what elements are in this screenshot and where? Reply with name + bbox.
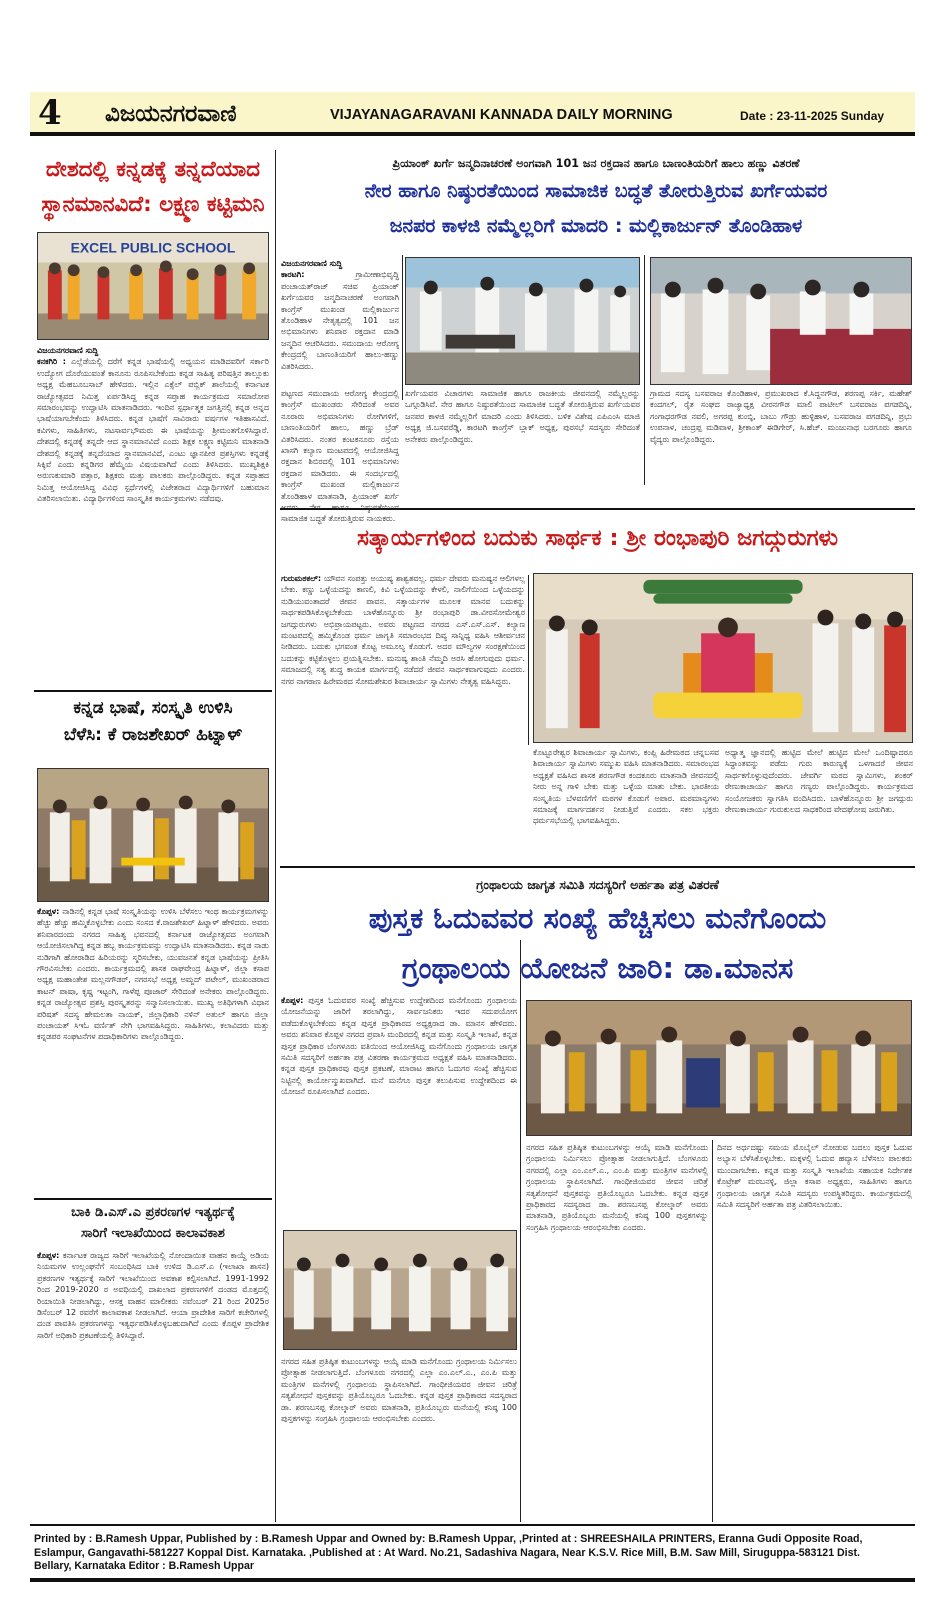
arrears-headline-line1: ಬಾಕಿ ಡಿ.ಎಸ್.ಎ ಪ್ರಕರಣಗಳ ಇತ್ಯರ್ಥಕ್ಕೆ xyxy=(71,1205,235,1220)
swamiji-felicitation-photo xyxy=(533,573,913,743)
library-group-photo xyxy=(283,1230,517,1350)
library-intro-text: ಪುಸ್ತಕ ಓದುವವರ ಸಂಖ್ಯೆ ಹೆಚ್ಚಿಸುವ ಉದ್ದೇಶದಿಂದ ಮನೆಗೊಂದು ಗ್ರಂಥಾಲಯ ಯೋಜನೆಯನ್ನು ಜಾರಿಗೆ ತರಲಾಗಿದ್ದು, ಸಾರ್ವಜನಿಕರು ಇದರ ಸದುಪಯೋಗ ಪಡೆದುಕೊಳ್ಳಬೇಕೆಂದು ಕನ್ನಡ ಪುಸ್ತಕ ಪ್ರಾಧಿಕಾರದ ಅಧ್ಯಕ್ಷರಾದ ಡಾ. ಮಾನಸ ಹೇಳಿದರು. ಅವರು ಶನಿವಾರ ಕೊಪ್ಪಳ ನಗರದ ಪ್ರವಾಸಿ ಮಂದಿರದಲ್ಲಿ ಕನ್ನಡ ಮತ್ತು ಸಂಸ್ಕೃತಿ ಇಲಾಖೆ, ಕನ್ನಡ ಪುಸ್ತಕ ಪ್ರಾಧಿಕಾರ ಬೆಂಗಳೂರು ವತಿಯಿಂದ ಆಯೋಜಿಸಿದ್ದ ಮನೆಗೊಂದು ಗ್ರಂಥಾಲಯ ಜಾಗೃತ ಸಮಿತಿ ಸದಸ್ಯರಿಗೆ ಅರ್ಹತಾ ಪತ್ರ ವಿತರಣಾ ಕಾರ್ಯಕ್ರಮದ ಅಧ್ಯಕ್ಷತೆ ವಹಿಸಿ ಮಾತನಾಡಿದರು. ಕನ್ನಡ ಪುಸ್ತಕ ಪ್ರಾಧಿಕಾರವು ಪುಸ್ತಕ ಪ್ರಕಟಣೆ, ಮಾರಾಟ ಹಾಗೂ ಓದುಗರ ಸಂಖ್ಯೆ ಹೆಚ್ಚಿಸುವ ನಿಟ್ಟಿನಲ್ಲಿ ಕಾರ್ಯೋನ್ಮುಖವಾಗಿದೆ. ಮನೆ ಮನೆಗೂ ಪುಸ್ತಕ ತಲುಪಿಸುವ ಉದ್ದೇಶದಿಂದ ಈ ಯೋಜನೆ ರೂಪಿಸಲಾಗಿದೆ ಎಂದರು. xyxy=(281,996,517,1097)
school-stage-photo xyxy=(37,232,269,340)
rambhapuri-col3: ಅಧ್ಯಾತ್ಮ ಜ್ಞಾನದಲ್ಲಿ ಹುಟ್ಟಿದ ಮೇಲೆ ಹುಟ್ಟಿದ ಮೇಲೆ ಒಂದಿಷ್ಟಾದರೂ ಸಿದ್ಧಾಂತವನ್ನು ಪಡೆದು ಗುರು ಕಾರುಣ್ಯಕ್ಕೆ ಒಳಗಾದರೆ ಜೀವನ ಸಾರ್ಥಕಗೊಳ್ಳುವುದೆಂದರು. ಜೇವರ್ಗಿ ಮಠದ ಸ್ವಾಮಿಗಳು, ಶಂಕರ್ ರೇಣುಕಾಚಾರ್ಯ ಹಾಗೂ ಗಣ್ಯರು ಪಾಲ್ಗೊಂಡಿದ್ದರು. ಕಾರ್ಯಕ್ರಮದ ಸಂಯೋಜಕರು ಸ್ವಾಗತಿಸಿ ವಂದಿಸಿದರು. ಬಾಳೆಹೊನ್ನೂರು ಶ್ರೀ ಜಗದ್ಗುರು ರೇಣುಕಾಚಾರ್ಯ ಗುರುಕುಲದ ಸಾಧಕರಿಂದ ವೇದಘೋಷ ಜರುಗಿತು. xyxy=(725,748,913,815)
lakshmana-body xyxy=(37,345,269,685)
rajashekhar-dateline: ಕೊಪ್ಪಳ: xyxy=(37,907,60,916)
kharge-kicker: ಪ್ರಿಯಾಂಕ್ ಖರ್ಗೆ ಜನ್ಮದಿನಾಚರಣೆ ಅಂಗವಾಗಿ 101 ಜನ ರಕ್ತದಾನ ಹಾಗೂ ಬಾಣಂತಿಯರಿಗೆ ಹಾಲು ಹಣ್ಣು ವಿತರಣೆ xyxy=(392,157,800,170)
rambhapuri-col1-text: ಯೌವನ ಸಂಪತ್ತು ಅಯುಷ್ಯ ಶಾಶ್ವತವಲ್ಲ. ಧರ್ಮ ದೇವರು ಮನುಷ್ಯನ ಆಲಿಗಳಲ್ಲ ಬೇಕು. ಕಣ್ಣು ಒಳ್ಳೆಯದನ್ನು ಕಾಣಲಿ, ಕಿವಿ ಒಳ್ಳೆಯದನ್ನು ಕೇಳಲಿ, ನಾಲಿಗೆಯಿಂದ ಒಳ್ಳೆಯದನ್ನು ನುಡಿಯುವಂತಾದರೆ ಜೀವನ ಪಾವನ. ಸತ್ಕಾರ್ಯಗಳ ಮೂಲಕ ಮಾನವ ಬದುಕನ್ನು ಸಾರ್ಥಕಪಡಿಸಿಕೊಳ್ಳಬೇಕೆಂದು ಬಾಳೆಹೊನ್ನೂರು ಶ್ರೀ ರಂಭಾಪುರಿ ಡಾ.ವೀರಸೋಮೇಶ್ವರ ಜಗದ್ಗುರುಗಳು ಅಭಿಪ್ರಾಯಪಟ್ಟರು. ಅವರು ಪಟ್ಟಣದ ನಗರದ ಎಸ್.ಎಸ್.ಎಸ್. ಕಲ್ಯಾಣ ಮಂಟಪದಲ್ಲಿ ಹಮ್ಮಿಕೊಂಡ ಧರ್ಮ ಜಾಗೃತಿ ಸಮಾರಂಭದ ದಿವ್ಯ ಸಾನ್ನಿಧ್ಯ ವಹಿಸಿ ಆಶೀರ್ವಚನ ನೀಡಿದರು. ಬದುಕು ಭಗವಂತ ಕೊಟ್ಟ ಅಮೂಲ್ಯ ಕೊಡುಗೆ. ಅದರ ಮೌಲ್ಯಗಳ ಸಂರಕ್ಷಣೆಯಿಂದ ಬದುಕನ್ನು ಕಟ್ಟಿಕೊಳ್ಳಲು ಪ್ರಯತ್ನಿಸಬೇಕು. ಮನುಷ್ಯ ಶಾಂತಿ ನೆಮ್ಮದಿ ಅರಸಿ ಹೋಗುವುದು ಧರ್ಮ. ಸಮಾಜದಲ್ಲಿ ಸತ್ಯ ಶುದ್ಧ ಕಾಯಕ ಮಾರ್ಗದಲ್ಲಿ ನಡೆದರೆ ಜೀವನ ಸಾರ್ಥಕವಾಗುವುದು ಎಂದರು. ನಗರ ನಾಗಠಾಣ ಹಿರೇಮಠದ ಸೋಮಶೇಖರ ಶಿವಾಚಾರ್ಯ ಸ್ವಾಮಿಗಳು ನೇತೃತ್ವ ವಹಿಸಿದ್ದರು. xyxy=(281,574,525,686)
lakshmana-dateline: ಕನಕಗಿರಿ : xyxy=(37,357,66,367)
rajashekhar-body xyxy=(37,906,269,1194)
imprint-top-rule xyxy=(30,1524,915,1526)
rambhapuri-col2: ಕೊಟ್ಟೂರೇಶ್ವರ ಶಿವಾಚಾರ್ಯ ಸ್ವಾಮಿಗಳು, ಕಂಪ್ಲಿ ಹಿರೇಮಠದ ಚನ್ನಬಸವ ಶಿವಾಚಾರ್ಯ ಸ್ವಾಮಿಗಳು ಸಮ್ಮುಖ ವಹಿಸಿ ಮಾತನಾಡಿದರು. ಸಮಾರಂಭದ ಅಧ್ಯಕ್ಷತೆ ವಹಿಸಿದ ಶಾಸಕ ಶರಣಗೌಡ ಕಂದಕೂರು ಮಾತನಾಡಿ ಜೀವನದಲ್ಲಿ ನೀರು ಅನ್ನ ಗಾಳಿ ಬೇಕು ಮತ್ತು ಒಳ್ಳೆಯ ಮಾತು ಬೇಕು. ಭಾರತೀಯ ಸಂಸ್ಕೃತಿಯ ಬೆಳವಣಿಗೆಗೆ ಮಠಗಳ ಕೊಡುಗೆ ಅಪಾರ. ಮಠಮಾನ್ಯಗಳು ಸಮಾಜಕ್ಕೆ ಮಾರ್ಗದರ್ಶನ ನೀಡುತ್ತಿವೆ ಎಂದರು. ಸಕಲ ಭಕ್ತರು ಧರ್ಮಸಭೆಯಲ್ಲಿ ಭಾಗವಹಿಸಿದ್ದರು. xyxy=(533,748,719,826)
kharge-byline: ವಿಜಯನಗರವಾಣಿ ಸುದ್ದಿ xyxy=(281,259,343,268)
kharge-col3: ಗ್ರಾಮದ ಸದಸ್ಯ ಬಸವರಾಜ ಕೊಂಡಿಹಾಳ, ಪ್ರಮುಖರಾದ ಕೆ.ಸಿದ್ದನಗೌಡ, ಶರಣಪ್ಪ ಸರ್ಕಿ, ಮಹೇಶ್ ಕಂದಗಲ್, ರೈತ ಸಂಘದ ರಾಜ್ಯಾಧ್ಯಕ್ಷ ವೀರನಗೌಡ ಮಾಲಿ ಪಾಟೀಲ್ ಬಸವರಾಜ ಪಗಡದಿನ್ನಿ, ಗಂಗಾಧರಗೌಡ ನವಲಿ, ಅಗರಪ್ಪ ಕುಂಬ್ಳಿ, ಬಾಬು ಗೌಡ್ರು ಹುಳ್ಳಿಹಾಳ, ಬಸವರಾಜ ಪಗಡದಿನ್ನಿ, ಪ್ರಭು ಉಪನಾಳ, ಚಂದ್ರಪ್ಪ ಮಡಿವಾಳ, ಶ್ರೀಕಾಂತ್ ಈಡಿಗೇರ್, ಸಿ.ಹೆಚ್. ಮಂಜುನಾಥ ಬರಗೂರು ಹಾಗೂ ವೈದ್ಯರು ಪಾಲ್ಗೊಂಡಿದ್ದರು. xyxy=(650,389,912,444)
library-dateline: ಕೊಪ್ಪಳ: xyxy=(281,996,304,1005)
issue-date: Date : 23-11-2025 Sunday xyxy=(740,109,885,123)
rambhapuri-col1 xyxy=(281,573,525,863)
imprint-bottom-rule xyxy=(30,1578,915,1582)
arrears-headline-line2: ಸಾರಿಗೆ ಇಲಾಖೆಯಿಂದ ಕಾಲಾವಕಾಶ xyxy=(81,1226,225,1241)
imprint-line1: Printed by : B.Ramesh Uppar, Published by : B.Ramesh Uppar and Owned by: B.Ramesh Uppar, ,Printed at : SHREESHAILA PRINTERS, Eranna Gudi Opposite Road, xyxy=(34,1533,863,1545)
rambhapuri-headline: ಸತ್ಕಾರ್ಯಗಳಿಂದ ಬದುಕು ಸಾರ್ಥಕ : ಶ್ರೀ ರಂಭಾಪುರಿ ಜಗದ್ಗುರುಗಳು xyxy=(356,525,839,551)
column-divider-library xyxy=(520,940,521,1522)
imprint-line2: Eslampur, Gangavathi-581227 Koppal Dist. Karnataka. ,Published at : At Ward. No.21, Sadashiva Nagara, Near K.S.V. Rice Mill, B.M. Saw Mill, Siruguppa-583121 Dist. xyxy=(34,1546,860,1559)
paper-name: ವಿಜಯನಗರವಾಣಿ xyxy=(105,101,237,127)
library-intro xyxy=(281,995,517,1223)
school-banner-text: EXCEL PUBLIC SCHOOL xyxy=(70,239,236,256)
imprint-line3: Bellary, Karnataka Editor : B.Ramesh Uppar xyxy=(34,1560,254,1573)
column-divider-rambhapuri xyxy=(528,575,529,745)
library-headline-line2: ಗ್ರಂಥಾಲಯ ಯೋಜನೆ ಜಾರಿ: ಡಾ.ಮಾನಸ xyxy=(401,951,794,985)
kharge-intro-text: ಗ್ರಾಮೀಣಾಭಿವೃದ್ಧಿ ಪಂಚಾಯತ್‌ರಾಜ್ ಸಚಿವ ಪ್ರಿಯಾಂಕ್ ಖರ್ಗೆಯವರ ಜನ್ಮದಿನಾಚರಣೆ ಅಂಗವಾಗಿ ಕಾಂಗ್ರೆಸ್ ಮುಖಂಡ ಮಲ್ಲಿಕಾರ್ಜುನ ತೊಂಡಿಹಾಳ ನೇತೃತ್ವದಲ್ಲಿ 101 ಜನ ಅಭಿಮಾನಿಗಳು ಶನಿವಾರ ರಕ್ತದಾನ ಮಾಡಿ ಜನ್ಮದಿನ ಆಚರಿಸಿದರು. ಸಮುದಾಯ ಆರೋಗ್ಯ ಕೇಂದ್ರದಲ್ಲಿ ಬಾಣಂತಿಯರಿಗೆ ಹಾಲು-ಹಣ್ಣು ವಿತರಿಸಿದರು. xyxy=(281,270,399,371)
library-col-mid: ನಗರದ ಸಹಿತ ಪ್ರತಿಷ್ಠಿತ ಕುಟುಂಬಗಳನ್ನು ಆಯ್ಕೆ ಮಾಡಿ ಮನೆಗೊಂದು ಗ್ರಂಥಾಲಯ ನಿರ್ಮಿಸಲು ಪ್ರೋತ್ಸಾಹ ನೀಡಲಾಗುತ್ತಿದೆ. ಬೆಂಗಳೂರು ನಗರದಲ್ಲಿ ಎಲ್ಲಾ ಎಂ.ಎಲ್.ಎ., ಎಂ.ಪಿ ಮತ್ತು ಮಂತ್ರಿಗಳ ಮನೆಗಳಲ್ಲಿ ಗ್ರಂಥಾಲಯ ಸ್ಥಾಪಿಸಲಾಗಿದೆ. ಗಾಂಧೀಜಿಯವರ ಜೀವನ ಚರಿತ್ರೆ ಸತ್ಯಶೋಧನೆ ಪುಸ್ತಕವನ್ನು ಪ್ರತಿಯೊಬ್ಬರೂ ಓದಬೇಕು. ಕನ್ನಡ ಪುಸ್ತಕ ಪ್ರಾಧಿಕಾರದ ಸದಸ್ಯರಾದ ಡಾ. ಶರಣಬಸಪ್ಪ ಕೋಲ್ಕಾರ್ ಅವರು ಮಾತನಾಡಿ, ಪ್ರತಿಯೊಬ್ಬರು ಮನೆಯಲ್ಲಿ ಕನಿಷ್ಠ 100 ಪುಸ್ತಕಗಳನ್ನು ಸಂಗ್ರಹಿಸಿ ಗ್ರಂಥಾಲಯ ಆರಂಭಿಸಬೇಕು ಎಂದರು. xyxy=(526,1143,708,1232)
column-divider-library-right xyxy=(712,1140,713,1522)
kharge-headline-line1: ನೇರ ಹಾಗೂ ನಿಷ್ಠುರತೆಯಿಂದ ಸಾಮಾಜಿಕ ಬದ್ಧತೆ ತೋರುತ್ತಿರುವ ಖರ್ಗೆಯವರ xyxy=(364,180,828,202)
print-imprint xyxy=(34,1533,914,1577)
paper-subtitle: VIJAYANAGARAVANI KANNADA DAILY MORNING xyxy=(330,107,673,123)
kharge-headline-line2: ಜನಪರ ಕಾಳಜಿ ನಮ್ಮೆಲ್ಲರಿಗೆ ಮಾದರಿ : ಮಲ್ಲಿಕಾರ್ಜುನ್ ತೊಂಡಿಹಾಳ xyxy=(389,215,803,237)
lakshmana-headline-line1: ದೇಶದಲ್ಲಿ ಕನ್ನಡಕ್ಕೆ ತನ್ನದೆಯಾದ xyxy=(45,157,261,182)
arrears-dateline: ಕೊಪ್ಪಳ: xyxy=(37,1251,60,1260)
section-rule-rajashekhar xyxy=(34,690,272,692)
kharge-dateline: ಕಾರಟಗಿ: xyxy=(281,270,305,280)
rajashekhar-body-text: ನಾಡಿನಲ್ಲಿ ಕನ್ನಡ ಭಾಷೆ ಸಂಸ್ಕೃತಿಯನ್ನು ಉಳಿಸಿ ಬೆಳೆಸಲು ಇಂಥ ಕಾರ್ಯಕ್ರಮಗಳನ್ನು ಹೆಚ್ಚು ಹೆಚ್ಚು ಹಮ್ಮಿಕೊಳ್ಳಬೇಕು ಎಂದು ಸಂಸದ ಕೆ.ರಾಜಶೇಖರ್ ಹಿಟ್ನಾಳ್ ಹೇಳಿದರು. ಅವರು ಶನಿವಾರದಂದು ನಗರದ ಸಾಹಿತ್ಯ ಭವನದಲ್ಲಿ ಕರ್ನಾಟಕ ರಾಜ್ಯೋತ್ಸವದ ಅಂಗವಾಗಿ ಆಯೋಜಿಸಲಾಗಿದ್ದ ಕನ್ನಡ ಹಬ್ಬ ಕಾರ್ಯಕ್ರಮವನ್ನು ಉದ್ಘಾಟಿಸಿ ಮಾತನಾಡಿದರು. ಕನ್ನಡ ನಾಡು ನುಡಿಗಾಗಿ ಹೋರಾಡಿದ ಹಿರಿಯರನ್ನು ಸ್ಮರಿಸಬೇಕು, ಯುವಜನತೆ ಕನ್ನಡ ಭಾಷೆಯನ್ನು ಪ್ರೀತಿಸಿ ಗೌರವಿಸಬೇಕು ಎಂದರು. ಕಾರ್ಯಕ್ರಮದಲ್ಲಿ ಶಾಸಕ ರಾಘವೇಂದ್ರ ಹಿಟ್ನಾಳ್, ಜಿಲ್ಲಾ ಕಸಾಪ ಅಧ್ಯಕ್ಷ ಮಹಾಂತೇಶ ಮಲ್ಲನಗೌಡರ್, ನಗರಸಭೆ ಅಧ್ಯಕ್ಷ ಅಮ್ಜದ್ ಪಟೇಲ್, ಮುಖಂಡರಾದ ಕಾಟನ್ ಪಾಷಾ, ಕೃಷ್ಣ ಇಟ್ಟಂಗಿ, ಗಾಳೆಪ್ಪ ಪೂಜಾರ್ ಸೇರಿದಂತೆ ಅನೇಕರು ಪಾಲ್ಗೊಂಡಿದ್ದರು. ಕನ್ನಡ ರಾಜ್ಯೋತ್ಸವ ಪ್ರಶಸ್ತಿ ಪುರಸ್ಕೃತರನ್ನು ಸನ್ಮಾನಿಸಲಾಯಿತು. ಮುಖ್ಯ ಅತಿಥಿಗಳಾಗಿ ವಿಧಾನ ಪರಿಷತ್ ಸದಸ್ಯ ಹೇಮಲತಾ ನಾಯಕ್, ಜಿಲ್ಲಾಧಿಕಾರಿ ನಳಿನ್ ಅತುಲ್ ಹಾಗೂ ಜಿಲ್ಲಾ ಪಂಚಾಯತ್ ಸಿಇಓ ವರ್ಣಿತ್ ನೇಗಿ ಭಾಗವಹಿಸಿದ್ದರು. ಸಾಹಿತಿಗಳು, ಕಲಾವಿದರು ಮತ್ತು ಕನ್ನಡಪರ ಸಂಘಟನೆಗಳ ಪದಾಧಿಕಾರಿಗಳು ಪಾಲ್ಗೊಂಡಿದ್ದರು. xyxy=(37,907,269,1042)
library-headline-line1: ಪುಸ್ತಕ ಓದುವವರ ಸಂಖ್ಯೆ ಹೆಚ್ಚಿಸಲು ಮನೆಗೊಂದು xyxy=(368,901,827,935)
rambhapuri-dateline: ಗುರುಮಠಕಲ್: xyxy=(281,574,322,583)
lakshmana-byline: ವಿಜಯನಗರವಾಣಿ ಸುದ್ದಿ xyxy=(37,346,99,355)
kharge-col1: ಪಟ್ಟಣದ ಸಮುದಾಯ ಆರೋಗ್ಯ ಕೇಂದ್ರದಲ್ಲಿ ಕಾಂಗ್ರೆಸ್ ಮುಖಂಡರು ಸೇರಿದಂತೆ ಅವರ ನೂರಾರು ಅಭಿಮಾನಿಗಳು ರೋಗಿಗಳಿಗೆ, ಬಾಣಂತಿಯರಿಗೆ ಹಾಲು, ಹಣ್ಣು ಬ್ರೆಡ್ ವಿತರಿಸಿದರು. ನಂತರ ಕಂಟಕನೂರು ರಸ್ತೆಯ ಖಾಸಗಿ ಕಲ್ಯಾಣ ಮಂಟಪದಲ್ಲಿ ಆಯೋಜಿಸಿದ್ದ ರಕ್ತದಾನ ಶಿಬಿರದಲ್ಲಿ 101 ಅಭಿಮಾನಿಗಳು ರಕ್ತದಾನ ಮಾಡಿದರು. ಈ ಸಂದರ್ಭದಲ್ಲಿ ಕಾಂಗ್ರೆಸ್ ಮುಖಂಡ ಮಲ್ಲಿಕಾರ್ಜುನ ತೊಂಡಿಹಾಳ ಮಾತನಾಡಿ, ಪ್ರಿಯಾಂಕ್ ಖರ್ಗೆ ಅವರು ನೇರ ಹಾಗೂ ನಿಷ್ಠುರತೆಯಿಂದ ಸಾಮಾಜಿಕ ಬದ್ಧತೆ ತೋರುತ್ತಿರುವ ನಾಯಕರು. xyxy=(281,389,399,524)
lakshmana-headline-line2: ಸ್ಥಾನಮಾನವಿದೆ: ಲಕ್ಷ್ಮಣ ಕಟ್ಟಿಮನಿ xyxy=(41,192,265,217)
lakshmana-body-text: ಎಲ್ಲೆಡೆಯಲ್ಲಿ ದರೆಗೆ ಕನ್ನಡ ಭಾಷೆಯಲ್ಲಿ ಅಧ್ಯಯನ ಮಾಡಿದವರಿಗೆ ಸರ್ಕಾರಿ ಉದ್ಯೋಗ ದೊರೆಯುವಂತೆ ಕಾನೂನು ರೂಪಿಸಬೇಕೆಂದು ಕನ್ನಡ ಸಾಹಿತ್ಯ ಪರಿಷತ್ತಿನ ತಾಲ್ಲೂಕು ಅಧ್ಯಕ್ಷ ಮೆಹಬೂಬಸಾಬ್ ಹೇಳಿದರು. ಇಲ್ಲಿನ ಎಕ್ಸೆಲ್ ಪಬ್ಲಿಕ್ ಶಾಲೆಯಲ್ಲಿ ಕರ್ನಾಟಕ ರಾಜ್ಯೋತ್ಸವದ ನಿಮಿತ್ತ ಏರ್ಪಡಿಸಿದ್ದ ಕನ್ನಡ ಸಪ್ತಾಹ ಕಾರ್ಯಕ್ರಮದ ಸಮಾರೋಪ ಸಮಾರಂಭವನ್ನು ಉದ್ಘಾಟಿಸಿ ಮಾತನಾಡಿದರು. ಇಂದಿನ ಸ್ಪರ್ಧಾತ್ಮಕ ಜಗತ್ತಿನಲ್ಲಿ ಕನ್ನಡ ಅನ್ನದ ಭಾಷೆಯಾಗಬೇಕೆಂದು ತಿಳಿಸಿದರು. ಕನ್ನಡ ಭಾಷೆಗೆ ಸಾವಿರಾರು ವರ್ಷಗಳ ಇತಿಹಾಸವಿದೆ. ಕವಿಗಳು, ಸಾಹಿತಿಗಳು, ನಟಸಾರ್ವಭೌಮರು ಈ ಭಾಷೆಯನ್ನು ಶ್ರೀಮಂತಗೊಳಿಸಿದ್ದಾರೆ. ದೇಶದಲ್ಲಿ ಕನ್ನಡಕ್ಕೆ ತನ್ನದೇ ಆದ ಸ್ಥಾನಮಾನವಿದೆ ಎಂದು ಶಿಕ್ಷಕ ಲಕ್ಷ್ಮಣ ಕಟ್ಟಿಮನಿ ಮಾತನಾಡಿ ದೇಶದಲ್ಲಿ ಕನ್ನಡಕ್ಕೆ ತನ್ನದೆಯಾದ ಸ್ಥಾನಮಾನವಿದೆ, ಎಂಟು ಜ್ಞಾನಪೀಠ ಪ್ರಶಸ್ತಿಗಳು ಕನ್ನಡಕ್ಕೆ ಸಿಕ್ಕಿವೆ ಎಂದು ಕನ್ನಡಿಗರ ಹೆಮ್ಮೆಯ ವಿಷಯವಾಗಿದೆ ಎಂದು ತಿಳಿಸಿದರು. ಮುಖ್ಯಶಿಕ್ಷಕಿ ಅರುಣಕುಮಾರಿ ಪತ್ತಾರ, ಶಿಕ್ಷಕರು ಮತ್ತು ಪಾಲಕರು ಪಾಲ್ಗೊಂಡಿದ್ದರು. ಕನ್ನಡ ಸಪ್ತಾಹದ ನಿಮಿತ್ತ ಆಯೋಜಿಸಿದ್ದ ವಿವಿಧ ಸ್ಪರ್ಧೆಗಳಲ್ಲಿ ವಿಜೇತರಾದ ವಿದ್ಯಾರ್ಥಿಗಳಿಗೆ ಬಹುಮಾನ ವಿತರಿಸಲಾಯಿತು. ವಿದ್ಯಾರ್ಥಿಗಳಿಂದ ಸಾಂಸ್ಕೃತಿಕ ಕಾರ್ಯಕ್ರಮಗಳು ನಡೆದವು. xyxy=(37,357,270,504)
section-rule-library xyxy=(280,866,915,868)
library-kicker: ಗ್ರಂಥಾಲಯ ಜಾಗೃತ ಸಮಿತಿ ಸದಸ್ಯರಿಗೆ ಅರ್ಹತಾ ಪತ್ರ ವಿತರಣೆ xyxy=(476,877,719,892)
fruit-distribution-photo xyxy=(650,257,912,385)
arrears-body-text: ಕರ್ನಾಟಕ ರಾಜ್ಯದ ಸಾರಿಗೆ ಇಲಾಖೆಯಲ್ಲಿ ನೋಂದಾಯಿತ ವಾಹನ ಕಾಯ್ದೆ ಅಡಿಯ ನಿಯಮಗಳ ಉಲ್ಲಂಘನೆಗೆ ಸಂಬಂಧಿಸಿದ ಬಾಕಿ ಉಳಿದ ಡಿ.ಎಸ್.ಎ (ಇಲಾಖಾ ಶಾಸನ) ಪ್ರಕರಣಗಳ ಇತ್ಯರ್ಥಕ್ಕೆ ಸಾರಿಗೆ ಇಲಾಖೆಯಿಂದ ಅವಕಾಶ ಕಲ್ಪಿಸಲಾಗಿದೆ. 1991-1992 ರಿಂದ 2019-2020 ರ ಅವಧಿಯಲ್ಲಿ ದಾಖಲಾದ ಪ್ರಕರಣಗಳಿಗೆ ದಂಡದ ಮೊತ್ತದಲ್ಲಿ ರಿಯಾಯಿತಿ ನೀಡಲಾಗಿದ್ದು, ಆಸಕ್ತ ವಾಹನ ಮಾಲೀಕರು ನವೆಂಬರ್ 21 ರಿಂದ 2025ರ ಡಿಸೆಂಬರ್ 12 ರವರೆಗೆ ಕಾಲಾವಕಾಶ ನೀಡಲಾಗಿದೆ. ಆಯಾ ಪ್ರಾದೇಶಿಕ ಸಾರಿಗೆ ಕಚೇರಿಗಳಲ್ಲಿ ದಂಡ ಪಾವತಿಸಿ ಪ್ರಕರಣಗಳನ್ನು ಇತ್ಯರ್ಥಪಡಿಸಿಕೊಳ್ಳಬಹುದಾಗಿದೆ ಎಂದು ಕೊಪ್ಪಳ ಪ್ರಾದೇಶಿಕ ಸಾರಿಗೆ ಅಧಿಕಾರಿ ಪ್ರಕಟಣೆಯಲ್ಲಿ ತಿಳಿಸಿದ್ದಾರೆ. xyxy=(37,1251,269,1340)
column-divider-kharge-2 xyxy=(644,255,645,485)
rajashekhar-headline-line2: ಬೆಳೆಸಿ: ಕೆ ರಾಜಶೇಖರ್ ಹಿಟ್ನಾಳ್ xyxy=(63,725,243,745)
blood-donation-photo xyxy=(405,257,640,385)
column-divider-kharge-1 xyxy=(402,255,403,400)
column-divider-left xyxy=(275,150,276,1522)
library-event-photo xyxy=(526,1000,912,1136)
library-col-right: ದಿನದ ಅರ್ಧದಷ್ಟು ಸಮಯ ಮೊಬೈಲ್ ನೋಡುವ ಬದಲು ಪುಸ್ತಕ ಓದುವ ಅಭ್ಯಾಸ ಬೆಳೆಸಿಕೊಳ್ಳಬೇಕು. ಮಕ್ಕಳಲ್ಲಿ ಓದುವ ಹವ್ಯಾಸ ಬೆಳೆಸಲು ಪಾಲಕರು ಮುಂದಾಗಬೇಕು. ಕನ್ನಡ ಮತ್ತು ಸಂಸ್ಕೃತಿ ಇಲಾಖೆಯ ಸಹಾಯಕ ನಿರ್ದೇಶಕ ಕೊಟ್ರೇಶ್ ಮರಬನಳ್ಳಿ, ಜಿಲ್ಲಾ ಕಸಾಪ ಅಧ್ಯಕ್ಷರು, ಸಾಹಿತಿಗಳು ಹಾಗೂ ಗ್ರಂಥಾಲಯ ಜಾಗೃತ ಸಮಿತಿ ಸದಸ್ಯರು ಉಪಸ್ಥಿತರಿದ್ದರು. ಕಾರ್ಯಕ್ರಮದಲ್ಲಿ ಸಮಿತಿ ಸದಸ್ಯರಿಗೆ ಅರ್ಹತಾ ಪತ್ರ ವಿತರಿಸಲಾಯಿತು. xyxy=(717,1143,912,1210)
kharge-intro xyxy=(281,258,399,398)
kannada-habba-photo xyxy=(37,768,269,902)
arrears-body xyxy=(37,1250,269,1520)
page-number: 4 xyxy=(38,93,62,133)
library-col-left-bottom: ನಗರದ ಸಹಿತ ಪ್ರತಿಷ್ಠಿತ ಕುಟುಂಬಗಳನ್ನು ಆಯ್ಕೆ ಮಾಡಿ ಮನೆಗೊಂದು ಗ್ರಂಥಾಲಯ ನಿರ್ಮಿಸಲು ಪ್ರೋತ್ಸಾಹ ನೀಡಲಾಗುತ್ತಿದೆ. ಬೆಂಗಳೂರು ನಗರದಲ್ಲಿ ಎಲ್ಲಾ ಎಂ.ಎಲ್.ಎ., ಎಂ.ಪಿ ಮತ್ತು ಮಂತ್ರಿಗಳ ಮನೆಗಳಲ್ಲಿ ಗ್ರಂಥಾಲಯ ಸ್ಥಾಪಿಸಲಾಗಿದೆ. ಗಾಂಧೀಜಿಯವರ ಜೀವನ ಚರಿತ್ರೆ ಸತ್ಯಶೋಧನೆ ಪುಸ್ತಕವನ್ನು ಪ್ರತಿಯೊಬ್ಬರೂ ಓದಬೇಕು. ಕನ್ನಡ ಪುಸ್ತಕ ಪ್ರಾಧಿಕಾರದ ಸದಸ್ಯರಾದ ಡಾ. ಶರಣಬಸಪ್ಪ ಕೋಲ್ಕಾರ್ ಅವರು ಮಾತನಾಡಿ, ಪ್ರತಿಯೊಬ್ಬರು ಮನೆಯಲ್ಲಿ ಕನಿಷ್ಠ 100 ಪುಸ್ತಕಗಳನ್ನು ಸಂಗ್ರಹಿಸಿ ಗ್ರಂಥಾಲಯ ಆರಂಭಿಸಬೇಕು ಎಂದರು. xyxy=(281,1357,517,1424)
section-rule-arrears xyxy=(34,1198,272,1200)
rajashekhar-headline-line1: ಕನ್ನಡ ಭಾಷೆ, ಸಂಸ್ಕೃತಿ ಉಳಿಸಿ xyxy=(73,698,233,718)
kharge-col2: ಖರ್ಗೆಯವರ ವಿಚಾರಗಳು ಸಾಮಾಜಿಕ ಹಾಗೂ ರಾಜಕೀಯ ಜೀವನದಲ್ಲಿ ನಮ್ಮೆಲ್ಲರನ್ನು ಒಗ್ಗೂಡಿಸಿವೆ. ನೇರ ಹಾಗೂ ನಿಷ್ಠುರತೆಯಿಂದ ಸಾಮಾಜಿಕ ಬದ್ಧತೆ ತೋರುತ್ತಿರುವ ಖರ್ಗೆಯವರ ಜನಪರ ಕಾಳಜಿ ನಮ್ಮೆಲ್ಲರಿಗೆ ಮಾದರಿ ಎಂದು ತಿಳಿಸಿದರು. ಬಳಿಕ ವಿಶೇಷ ಎಪಿಎಂಸಿ ಮಾಜಿ ಅಧ್ಯಕ್ಷ ಜಿ.ಬಸವರೆಡ್ಡಿ, ಕಾರಟಗಿ ಕಾಂಗ್ರೆಸ್ ಬ್ಲಾಕ್ ಅಧ್ಯಕ್ಷ, ಪುರಸಭೆ ಸದಸ್ಯರು ಸೇರಿದಂತೆ ಅನೇಕರು ಪಾಲ್ಗೊಂಡಿದ್ದರು. xyxy=(405,389,640,444)
